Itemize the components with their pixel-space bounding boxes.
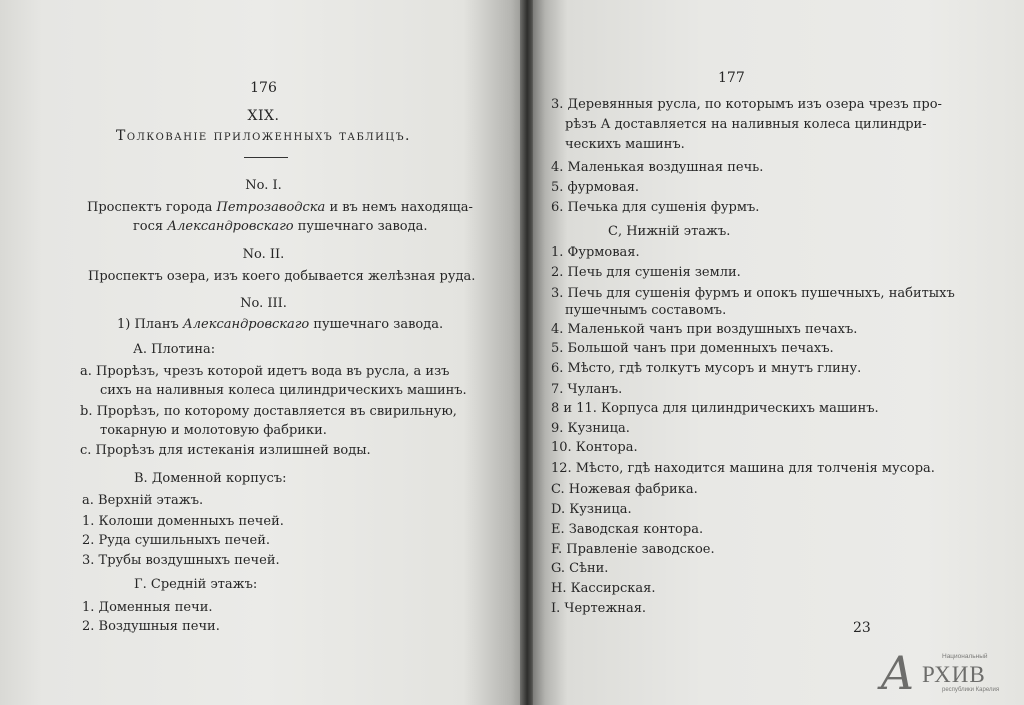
legend-item: 2. Руда сушильныхъ печей. — [82, 533, 271, 548]
section-g-title: Г. Средній этажъ: — [134, 577, 258, 592]
legend-item: 2. Воздушныя печи. — [82, 619, 220, 634]
plate-2-caption: Проспектъ озера, изъ коего добывается желѣзная руда. — [88, 269, 476, 284]
plate-label-3: No. III. — [240, 296, 287, 311]
section-b-title: В. Доменной корпусъ: — [134, 471, 287, 486]
legend-item: 6. Мѣсто, гдѣ толкутъ мусоръ и мнутъ глину. — [551, 361, 862, 376]
watermark-word: РХИВ — [922, 662, 986, 687]
plate-1-caption-line-1: Проспектъ города Петрозаводска и въ немъ находяща- — [87, 200, 473, 215]
section-c-title: С, Нижній этажъ. — [608, 224, 731, 239]
plate-1-caption-line-2: гося Александровскаго пушечнаго завода. — [133, 219, 428, 234]
legend-item: G. Сѣни. — [551, 561, 609, 576]
watermark-top-text: Национальный — [942, 653, 988, 660]
legend-item: 7. Чуланъ. — [551, 382, 623, 397]
title-divider — [244, 157, 288, 158]
legend-line: b. Прорѣзъ, по которому доставляется въ свирильную, — [80, 404, 457, 419]
legend-item: 2. Печь для сушенія земли. — [551, 265, 741, 280]
legend-item: H. Кассирская. — [551, 581, 656, 596]
legend-line: c. Прорѣзъ для истеканія излишней воды. — [80, 443, 371, 458]
legend-item: 9. Кузница. — [551, 421, 630, 436]
plate-label-2: No. II. — [242, 247, 285, 262]
watermark-logo-letter: А — [880, 646, 915, 700]
legend-item: 5. фурмовая. — [551, 180, 640, 195]
legend-item: пушечнымъ составомъ. — [565, 303, 727, 318]
legend-item: C. Ножевая фабрика. — [551, 482, 698, 497]
legend-item: 3. Трубы воздушныхъ печей. — [82, 553, 280, 568]
legend-item: F. Правленіе заводское. — [551, 542, 715, 557]
legend-line: токарную и молотовую фабрики. — [100, 423, 327, 438]
section-number: XIX. — [247, 108, 280, 124]
plate-label-1: No. I. — [245, 178, 282, 193]
legend-item: E. Заводская контора. — [551, 522, 704, 537]
archive-watermark — [880, 644, 1020, 702]
legend-item: 1. Колоши доменныхъ печей. — [82, 514, 284, 529]
legend-line: ческихъ машинъ. — [565, 137, 685, 152]
legend-item: 4. Маленькая воздушная печь. — [551, 160, 764, 175]
legend-item: 8 и 11. Корпуса для цилиндрическихъ машинъ. — [551, 401, 879, 416]
right-page — [533, 0, 1024, 705]
page-number: 176 — [250, 80, 277, 96]
plan-caption: 1) Планъ Александровскаго пушечнаго завода. — [117, 317, 444, 332]
legend-item: a. Верхній этажъ. — [82, 493, 204, 508]
legend-line: a. Прорѣзъ, чрезъ которой идетъ вода въ русла, а изъ — [80, 364, 450, 379]
legend-item: 1. Доменныя печи. — [82, 600, 213, 615]
legend-item: 1. Фурмовая. — [551, 245, 640, 260]
legend-line: 3. Деревянныя русла, по которымъ изъ озера чрезъ про- — [551, 97, 942, 112]
legend-item: 5. Большой чанъ при доменныхъ печахъ. — [551, 341, 834, 356]
legend-item: D. Кузница. — [551, 502, 632, 517]
section-title: Толкованіе приложенныхъ таблицъ. — [116, 128, 411, 144]
legend-line: сихъ на наливныя колеса цилиндрическихъ машинъ. — [100, 383, 467, 398]
legend-item: I. Чертежная. — [551, 601, 647, 616]
legend-item: 4. Маленькой чанъ при воздушныхъ печахъ. — [551, 322, 858, 337]
section-a-title: А. Плотина: — [133, 342, 216, 357]
legend-line: рѣзъ А доставляется на наливныя колеса цилиндри- — [565, 117, 927, 132]
page-number: 177 — [718, 70, 745, 86]
legend-item: 3. Печь для сушенія фурмъ и опокъ пушечныхъ, набитыхъ — [551, 286, 955, 301]
signature-mark: 23 — [853, 620, 871, 636]
legend-item: 10. Контора. — [551, 440, 638, 455]
legend-item: 12. Мѣсто, гдѣ находится машина для толченія мусора. — [551, 461, 935, 476]
legend-item: 6. Печька для сушенія фурмъ. — [551, 200, 760, 215]
watermark-bottom-text: республики Карелия — [942, 687, 1000, 693]
